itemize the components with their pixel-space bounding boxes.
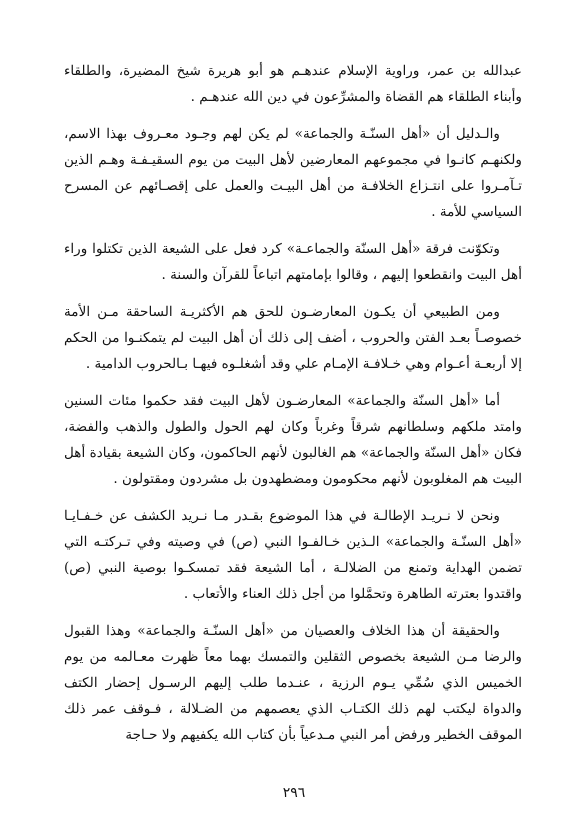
paragraph: وتكوّنت فرقة «أهل السنّة والجماعـة» كرد فعل على الشيعة الذين تكتلوا وراء أهل البيت وانقطعوا إليهم ، وقالوا بإمامتهم اتباعاً للقرآن والسنة . xyxy=(64,241,522,283)
paragraph-continuation: عبدالله بن عمر، وراوية الإسلام عندهـم هو أبو هريرة شيخ المضيرة، والطلقاء وأبناء الطلقاء هم القضاة والمشرِّعون في دين الله عندهـم . xyxy=(64,63,522,105)
paragraph: ونحن لا نـريـد الإطالـة في هذا الموضوع بقـدر مـا نـريد الكشف عن خـفـايـا «أهل السنّـة والجماعة» الـذين خـالفـوا النبي (ص) في وصيته وفي تـركتـه التي تضمن الهداية وتمنع من الضلالـة ، أما الشيعة فقد تمسكـوا بوصية النبي (ص) واقتدوا بعترته الطاهرة وتحمَّلوا من أجل ذلك العناء والأتعاب . xyxy=(64,508,522,602)
page-number: ٢٩٦ xyxy=(282,785,306,801)
page-body xyxy=(64,58,522,759)
paragraph: والـدليل أن «أهل السنّـة والجماعة» لم يكن لهم وجـود معـروف بهذا الاسم، ولكنهـم كانـوا في مجموعهم المعارضين لأهل البيت من يوم السقيـفـة وهـم الذين تـآمـروا على انتـزاع الخلافـة من أهل البيـت والعمل على إقصـائهم عن المسرح السياسي للأمة . xyxy=(64,126,522,220)
paragraph: أما «أهل السنّة والجماعة» المعارضـون لأهل البيت فقد حكموا مئات السنين وامتد ملكهم وسلطانهم شرقاً وغرباً وكان لهم الحول والطول والذهب والفضة، فكان «أهل السنّة والجماعة» هم الغالبون لأنهم الحاكمون، وكان الشيعة بقيادة أهل البيت هم المغلوبون لأنهم محكومون ومضطهدون بل مشردون ومقتولون . xyxy=(64,393,522,487)
paragraph: والحقيقة أن هذا الخلاف والعصيان من «أهل السنّـة والجماعة» وهذا القبول والرضا مـن الشيعة بخصوص الثقلين والتمسك بهما معاً ظهرت معـالمه من يوم الخميس الذي سُمِّي يـوم الرزية ، عنـدما طلب إليهم الرسـول إحضار الكتف والدواة ليكتب لهم ذلك الكتـاب الذي يعصمهم من الضـلالة ، فـوقف عمر ذلك الموقف الخطير ورفض أمر النبي مـدعياً بأن كتاب الله يكفيهم ولا حـاجة xyxy=(64,623,522,743)
paragraph: ومن الطبيعي أن يكـون المعارضـون للحق هم الأكثريـة الساحقة مـن الأمة خصوصـاً بعـد الفتن والحروب ، أضف إلى ذلك أن أهل البيت لم يتمكنـوا من الحكم إلا أربعـة أعـوام وهي خـلافـة الإمـام علي وقد أشغلـوه فيهـا بـالحروب الدامية . xyxy=(64,304,522,372)
